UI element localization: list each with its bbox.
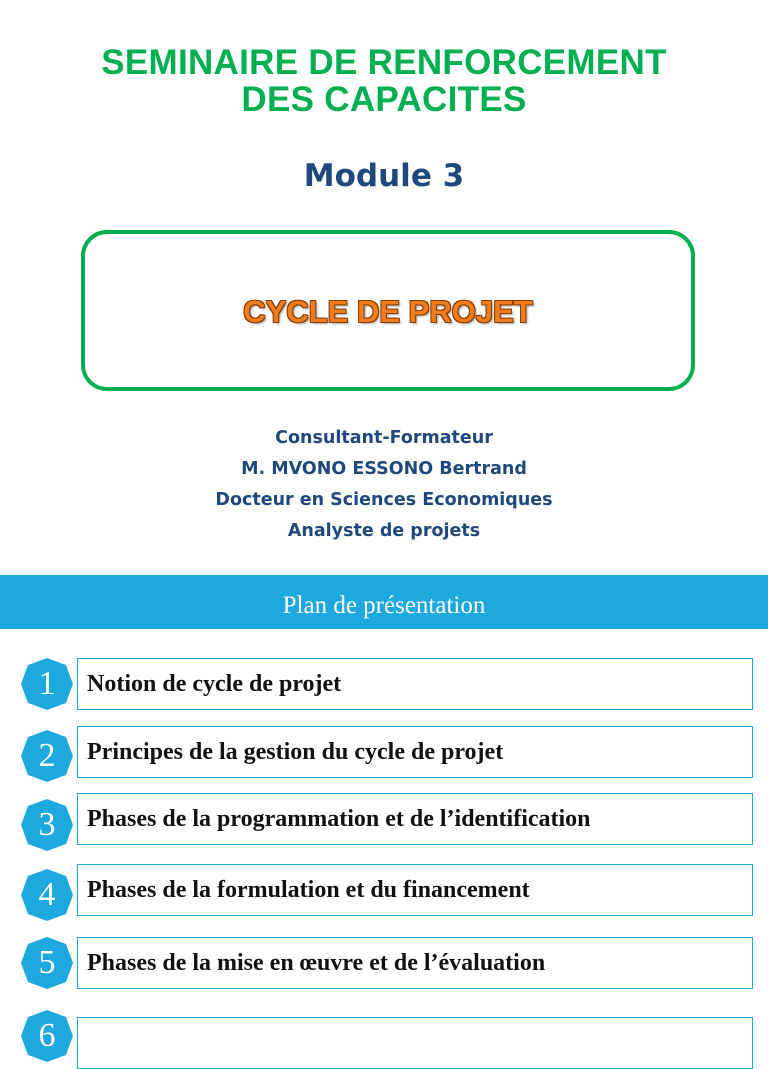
plan-item-box xyxy=(77,726,753,778)
badge-number: 4 xyxy=(38,876,56,913)
credit-degree: Docteur en Sciences Economiques xyxy=(215,490,553,510)
number-badge-icon xyxy=(20,798,74,852)
credit-name: M. MVONO ESSONO Bertrand xyxy=(241,459,527,479)
badge-number: 6 xyxy=(38,1017,56,1054)
module-title: Module 3 xyxy=(303,158,465,194)
plan-item-box xyxy=(77,1017,753,1069)
seminar-title xyxy=(0,44,768,118)
plan-item xyxy=(0,726,768,778)
badge-number: 1 xyxy=(38,665,56,702)
number-badge-icon xyxy=(20,729,74,783)
number-badge-icon xyxy=(20,936,74,990)
cycle-title: CYCLE DE PROJET xyxy=(243,294,533,329)
cycle-title-box xyxy=(81,230,695,391)
plan-item xyxy=(0,1017,768,1069)
number-badge-icon xyxy=(20,868,74,922)
seminar-title-line2: DES CAPACITES xyxy=(241,80,527,119)
plan-item-label: Phases de la formulation et du financement xyxy=(87,876,530,903)
plan-item-box xyxy=(77,937,753,989)
plan-item-box xyxy=(77,793,753,845)
slide-plan xyxy=(0,575,768,1054)
seminar-title-line1: SEMINAIRE DE RENFORCEMENT xyxy=(101,43,667,82)
plan-item-box xyxy=(77,864,753,916)
plan-item xyxy=(0,793,768,845)
credit-role: Consultant-Formateur xyxy=(275,428,493,448)
badge-number: 5 xyxy=(38,944,56,981)
plan-item-label: Phases de la programmation et de l’identification xyxy=(87,805,591,832)
number-badge-icon xyxy=(20,657,74,711)
number-badge-icon xyxy=(20,1009,74,1063)
badge-number: 2 xyxy=(38,737,56,774)
plan-item-label: Notion de cycle de projet xyxy=(87,670,342,697)
plan-item-label: Principes de la gestion du cycle de projet xyxy=(87,738,504,765)
plan-item xyxy=(0,658,768,710)
credit-position: Analyste de projets xyxy=(287,521,481,541)
badge-number: 3 xyxy=(38,806,56,843)
plan-item xyxy=(0,937,768,989)
plan-item-box xyxy=(77,658,753,710)
plan-item-label: Phases de la mise en œuvre et de l’évaluation xyxy=(87,949,546,976)
presenter-credits xyxy=(0,423,768,547)
plan-item xyxy=(0,864,768,916)
plan-header: Plan de présentation xyxy=(0,575,768,629)
